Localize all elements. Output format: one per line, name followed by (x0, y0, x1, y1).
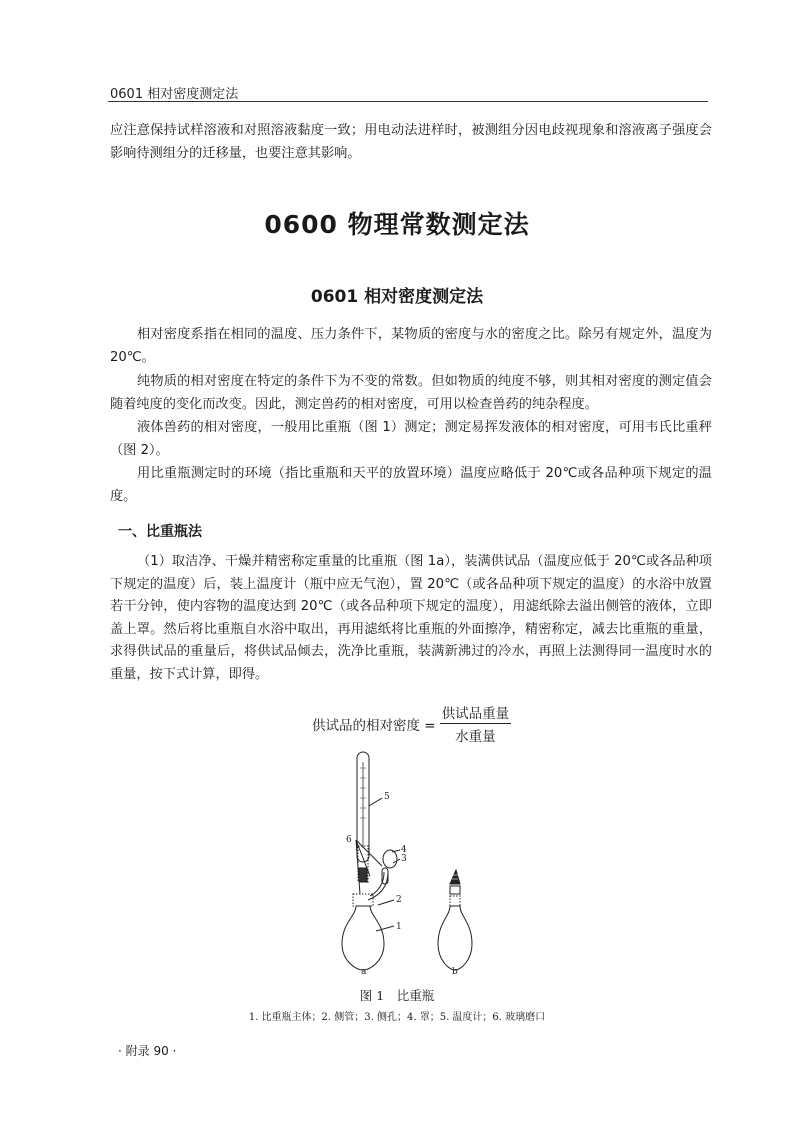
label-3: 3 (401, 854, 407, 864)
label-5: 5 (384, 792, 390, 802)
formula-numerator: 供试品重量 (440, 702, 512, 724)
intro-paragraph: 应注意保持试样溶液和对照溶液黏度一致；用电动法进样时，被测组分因电歧视现象和溶液离子强度会影响待测组分的迁移量，也要注意其影响。 (110, 123, 712, 161)
label-4: 4 (401, 845, 407, 855)
paragraph-environment: 用比重瓶测定时的环境（指比重瓶和天平的放置环境）温度应略低于 20℃或各品种项下规定的温度。 (110, 466, 712, 504)
subheading-pycnometer: 一、比重瓶法 (118, 524, 202, 540)
label-6: 6 (346, 835, 352, 845)
method-paragraph: （1）取洁净、干燥并精密称定重量的比重瓶（图 1a），装满供试品（温度应低于 20℃或各品种项下规定的温度）后，装上温度计（瓶中应无气泡），置 20℃（或各品种项下规定的温度）的水浴中放置若干分钟，使内容物的温度达到 20℃（或各品种项下规定的温度），用滤纸除去溢出侧管的液体，立即盖上罩。然后将比重瓶自水浴中取出，再用滤纸将比重瓶的外面擦净，精密称定，减去比重瓶的重量，求得供试品的重量后，将供试品倾去，洗净比重瓶，装满新沸过的冷水，再照上法测得同一温度时水的重量，按下式计算，即得。 (110, 554, 712, 682)
page-number: · 附录 90 · (118, 1044, 177, 1058)
formula-denominator: 水重量 (455, 729, 496, 745)
pycnometer-body-icon (342, 906, 384, 970)
running-header: 0601 相对密度测定法 (110, 87, 239, 102)
label-a: a (361, 967, 367, 977)
cap-icon (383, 850, 397, 868)
formula-lhs: 供试品的相对密度 = (312, 717, 436, 734)
formula-fraction (440, 702, 512, 745)
figure-legend: 1. 比重瓶主体；2. 侧管；3. 侧孔；4. 罩；5. 温度计；6. 玻璃磨口 (248, 1012, 546, 1023)
paragraph-liquid: 液体兽药的相对密度，一般用比重瓶（图 1）测定；测定易挥发液体的相对密度，可用韦氏比重秤（图 2）。 (110, 420, 712, 458)
chapter-title: 0600 物理常数测定法 (264, 210, 530, 239)
section-title: 0601 相对密度测定法 (310, 287, 484, 307)
label-b: b (452, 967, 458, 977)
paragraph-purity: 纯物质的相对密度在特定的条件下为不变的常数。但如物质的纯度不够，则其相对密度的测定值会随着纯度的变化而改变。因此，测定兽药的相对密度，可用以检查兽药的纯杂程度。 (110, 374, 712, 412)
paragraph-definition: 相对密度系指在相同的温度、压力条件下，某物质的密度与水的密度之比。除另有规定外，温度为 20℃。 (110, 327, 712, 365)
relative-density-formula (312, 702, 511, 745)
label-1: 1 (396, 922, 402, 932)
figure-caption: 图 1 比重瓶 (359, 988, 435, 1003)
pycnometer-b-body-icon (438, 906, 472, 970)
header-rule (108, 101, 708, 102)
pycnometer-figure (320, 748, 500, 978)
label-2: 2 (396, 895, 402, 905)
